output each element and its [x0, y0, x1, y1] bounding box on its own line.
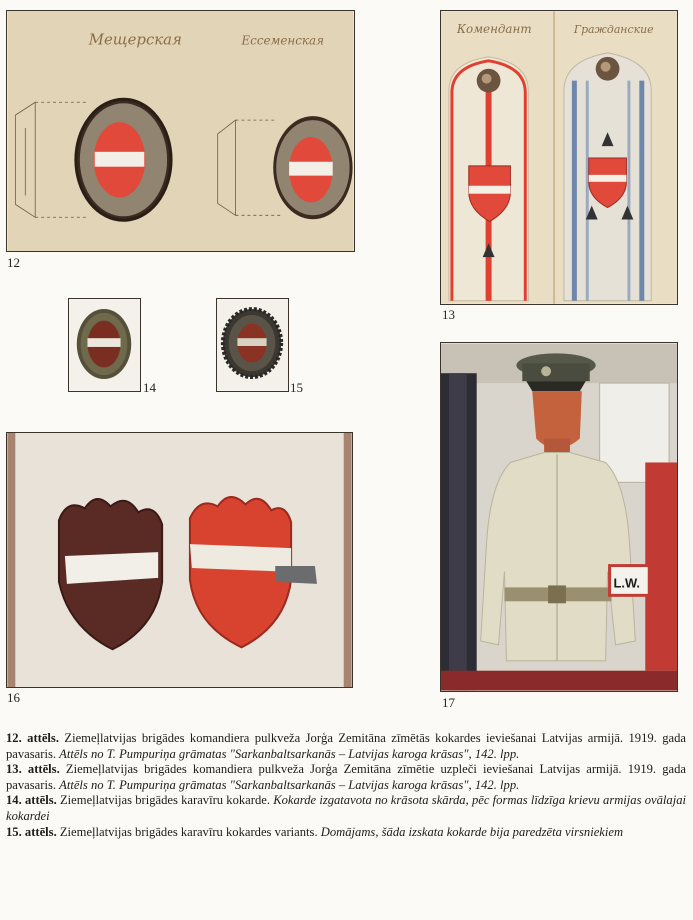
- caption-14-label: 14. attēls.: [6, 793, 57, 808]
- cockade-large: [76, 99, 171, 220]
- figure-14-illustration: [69, 299, 140, 391]
- figure-17-number: 17: [442, 695, 455, 710]
- caption-13-source: Attēls no T. Pumpuriņa grāmatas "Sarkanbaltsarkanās – Latvijas karoga krāsas", 142. lpp.: [59, 777, 520, 792]
- figure-15-cockade-photo: [216, 298, 289, 392]
- figure-12-label-left: Мещерская: [88, 30, 182, 49]
- shoulder-strap-left: [449, 57, 528, 301]
- figure-12-number: 12: [7, 255, 20, 270]
- figure-13-number: 13: [442, 307, 455, 322]
- caption-13-text: Ziemeļlatvijas brigādes komandiera pulkveža Jorģa Zemitāna zīmētie uzpleči ieviešanai Latvijas armijā. 1919. gada pavasaris.: [6, 762, 686, 792]
- caption-14: [6, 793, 686, 824]
- figure-15-illustration: [217, 299, 288, 391]
- cockade-small: [273, 116, 352, 219]
- figure-12-illustration: [7, 11, 354, 251]
- caption-13: [6, 762, 686, 793]
- figure-17-illustration: [441, 343, 677, 691]
- captions-block: [6, 731, 686, 844]
- caption-15-source: Domājams, šāda izskata kokarde bija paredzēta virsniekiem: [320, 824, 624, 839]
- caption-13-label: 13. attēls.: [6, 762, 60, 777]
- caption-15: [6, 825, 686, 844]
- caption-12-label: 12. attēls.: [6, 731, 59, 745]
- figure-16-shield-badges-photo: [6, 432, 353, 688]
- caption-15-label: 15. attēls.: [6, 824, 57, 839]
- armband: [610, 566, 650, 596]
- figure-15-number: 15: [290, 380, 303, 395]
- figure-14-cockade-photo: [68, 298, 141, 392]
- figure-17-uniform-mannequin-photo: [440, 342, 678, 692]
- figure-13-label-left: Комендант: [456, 22, 532, 37]
- figure-12-cockade-drawings: [6, 10, 355, 252]
- figure-13-label-right: Гражданские: [573, 23, 654, 37]
- figure-12-label-right: Ессеменская: [241, 33, 324, 48]
- caption-15-text: Ziemeļlatvijas brigādes karavīru kokardes variants.: [56, 824, 321, 839]
- shoulder-strap-right: [564, 53, 651, 301]
- figure-13-shoulder-strap-drawings: [440, 10, 678, 305]
- figure-13-illustration: [441, 11, 677, 304]
- caption-14-source: Kokarde izgatavota no krāsota skārda, pēc formas līdzīga krievu armijas ovālajai kokardei: [6, 793, 686, 823]
- caption-12: [6, 731, 686, 762]
- figure-14-number: 14: [143, 380, 156, 395]
- armband-text: L.W.: [613, 575, 641, 591]
- caption-14-text: Ziemeļlatvijas brigādes karavīru kokarde.: [56, 793, 274, 808]
- figure-16-number: 16: [7, 690, 20, 705]
- caption-12-text: Ziemeļlatvijas brigādes komandiera pulkveža Jorģa Zemitāna zīmētās kokardes ieviešanai Latvijas armijā. 1919. gada pavasaris.: [6, 731, 686, 761]
- caption-12-source: Attēls no T. Pumpuriņa grāmatas "Sarkanbaltsarkanās – Latvijas karoga krāsas", 142. lpp.: [59, 746, 520, 761]
- figure-16-illustration: [7, 433, 352, 687]
